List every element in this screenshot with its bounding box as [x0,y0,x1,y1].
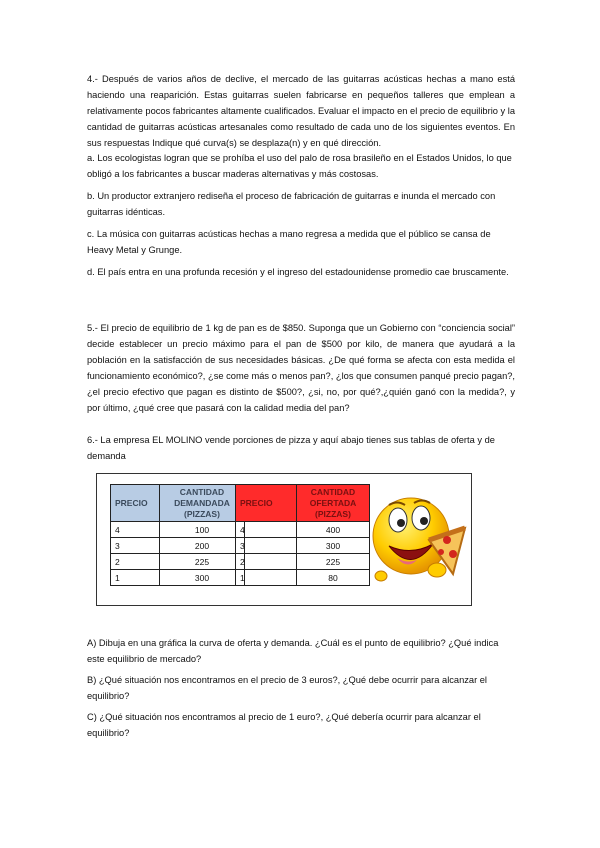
question-4-item-d: d. El país entra en una profunda recesión y el ingreso del estadounidense promedio cae bruscamente. [87,267,509,277]
table-cell: 200 [160,538,245,554]
table-cell: 2 [236,554,297,570]
table-cell: 80 [297,570,370,586]
table-cell: 1 [236,570,297,586]
table-row [236,538,370,554]
supply-table-header-quantity: CANTIDAD OFERTADA (PIZZAS) [297,485,370,522]
demand-table-header-quantity: CANTIDAD DEMANDADA (PIZZAS) [160,485,245,522]
table-cell: 2 [111,554,160,570]
question-4-item-a: a. Los ecologistas logran que se prohíba el uso del palo de rosa brasileño en el Estados Unidos, lo que obligó a los fabricantes a buscar maderas alternativas y más costosas. [87,153,512,179]
demand-table-header-price: PRECIO [111,485,160,522]
question-6-intro: 6.- La empresa EL MOLINO vende porciones de pizza y aquí abajo tienes sus tablas de oferta y de demanda [87,435,495,461]
table-cell: 1 [111,570,160,586]
table-row [236,522,370,538]
supply-table-header-price: PRECIO [236,485,297,522]
table-cell: 225 [160,554,245,570]
table-cell: 300 [160,570,245,586]
demand-table [110,484,245,586]
table-row [111,522,245,538]
smiley-eating-pizza-icon [367,478,467,600]
table-cell: 100 [160,522,245,538]
supply-demand-tables-figure [96,473,472,606]
table-row [236,570,370,586]
table-row [111,538,245,554]
table-cell: 3 [236,538,297,554]
question-4-item-c: c. La música con guitarras acústicas hechas a mano regresa a medida que el público se cansa de Heavy Metal y Grunge. [87,229,491,255]
question-6-b: B) ¿Qué situación nos encontramos en el precio de 3 euros?, ¿Qué debe ocurrir para alcanzar el equilibrio? [87,675,487,701]
question-5: 5.- El precio de equilibrio de 1 kg de pan es de $850. Suponga que un Gobierno con “conciencia social” decide establecer un precio máximo para el pan de $500 por kilo, de manera que ayudará a la población en la satisfacción de sus necesidades básicas. ¿De qué forma se afecta con esta medida el funcionamiento económico?, ¿se come más o menos pan?, ¿los que consumen panqué precio pagan?, ¿el precio efectivo que pagan es distinto de $500?, ¿si, no, por qué?,¿quién ganó con la medida?, y por último, ¿qué cree que pasará con la calidad media del pan? [87,323,515,413]
question-6-c: C) ¿Qué situación nos encontramos al precio de 1 euro?, ¿Qué debería ocurrir para alcanzar el equilibrio? [87,712,481,738]
question-4-intro: 4.- Después de varios años de declive, el mercado de las guitarras acústicas hechas a mano está haciendo una reaparición. Estas guitarras suelen fabricarse en pequeños talleres que emplean a relativamente pocos fabricantes altamente cualificados. Evaluar el impacto en el precio de equilibrio y la cantidad de guitarras acústicas artesanales como resultado de cada uno de los siguientes eventos. En sus respuestas Indique qué curva(s) se desplaza(n) y en qué dirección. [87,74,515,148]
table-row [236,554,370,570]
table-cell: 300 [297,538,370,554]
table-cell: 4 [111,522,160,538]
table-cell: 3 [111,538,160,554]
question-4-item-b: b. Un productor extranjero rediseña el proceso de fabricación de guitarras e inunda el mercado con guitarras idénticas. [87,191,496,217]
table-cell: 4 [236,522,297,538]
question-6-a: A) Dibuja en una gráfica la curva de oferta y demanda. ¿Cuál es el punto de equilibrio? ¿Qué indica este equilibrio de mercado? [87,638,499,664]
table-row [111,570,245,586]
table-cell: 400 [297,522,370,538]
table-cell: 225 [297,554,370,570]
supply-table [235,484,370,586]
table-row [111,554,245,570]
